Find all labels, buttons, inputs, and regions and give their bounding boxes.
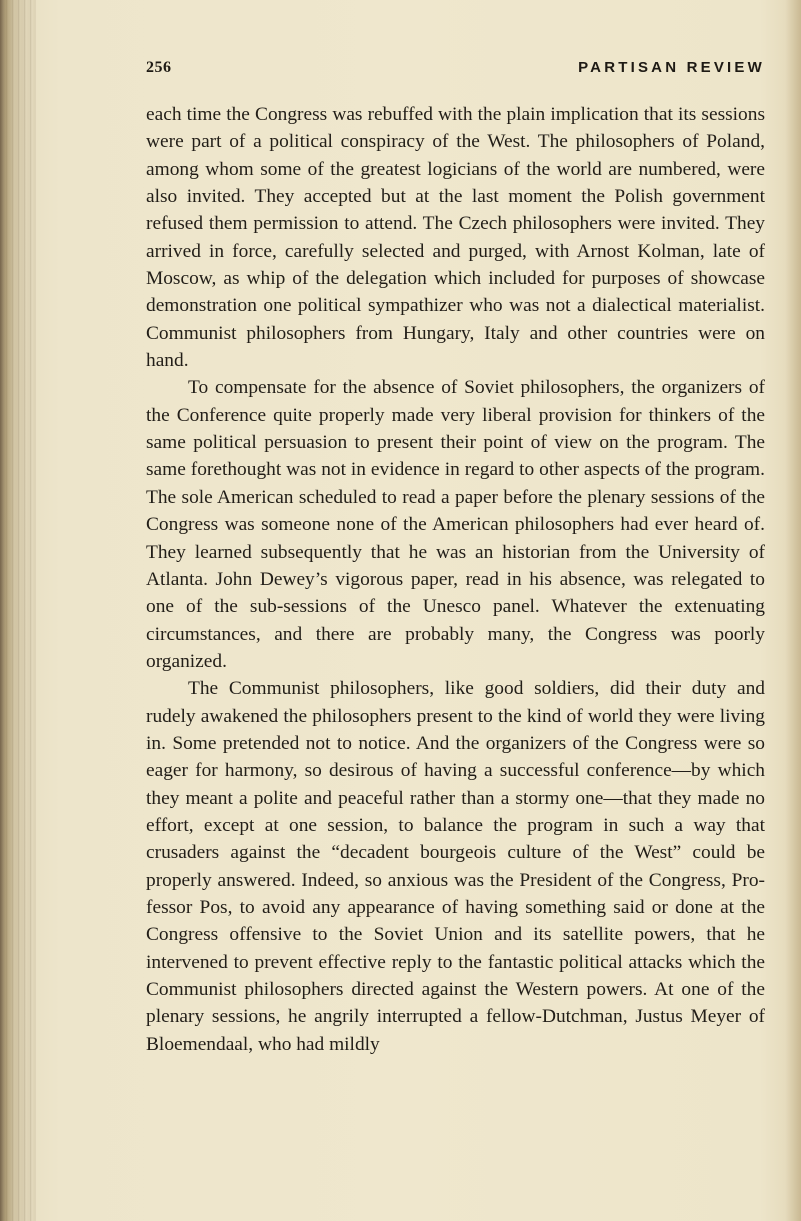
- page-binding-edge: [0, 0, 36, 1221]
- paragraph: each time the Congress was rebuffed with the plain implication that its sessions were part of a political conspiracy of the West. The philosophers of Poland, among whom some of the greatest logicians of the world are numbered, were also invited. They accepted but at the last moment the Polish government refused them permission to attend. The Czech philosophers were invited. They arrived in force, carefully selected and purged, with Arnost Kolman, late of Moscow, as whip of the delegation which included for purposes of showcase demonstration one political sympathizer who was not a dialectical materialist. Communist philosophers from Hungary, Italy and other countries were on hand.: [146, 104, 765, 372]
- running-head: PARTISAN REVIEW: [578, 59, 765, 76]
- page-number: 256: [146, 59, 172, 76]
- body-text: [146, 101, 765, 1058]
- paragraph: To compensate for the absence of Soviet philosophers, the organizers of the Conference quite properly made very liberal provision for thinkers of the same political persuasion to present their point of view on the program. The same forethought was not in evidence in regard to other aspects of the program. The sole American scheduled to read a paper before the plenary sessions of the Congress was someone none of the American philosophers had ever heard of. They learned subsequently that he was an historian from the University of Atlanta. John Dewey’s vigorous paper, read in his absence, was relegated to one of the sub-sessions of the Unesco panel. Whatever the extenuating circumstances, and there are probably many, the Congress was poorly organized.: [146, 377, 765, 672]
- page-header: [146, 59, 765, 83]
- paragraph: The Communist philosophers, like good soldiers, did their duty and rudely awakened the philosophers present to the kind of world they were living in. Some pretended not to notice. And the organizers of the Congress were so eager for harmony, so desirous of having a successful conference—by which they meant a polite and peaceful rather than a stormy one—that they made no effort, except at one session, to balance the program in such a way that crusaders against the “decadent bourgeois culture of the West” could be properly answered. Indeed, so anxious was the President of the Congress, Professor Pos, to avoid any appearance of having something said or done at the Congress offensive to the Soviet Union and its satellite powers, that he intervened to prevent effective reply to the fantastic political attacks which the Communist philosophers directed against the Western powers. At one of the plenary sessions, he angrily interrupted a fellow-Dutchman, Justus Meyer of Bloemendaal, who had mildly: [146, 678, 765, 1055]
